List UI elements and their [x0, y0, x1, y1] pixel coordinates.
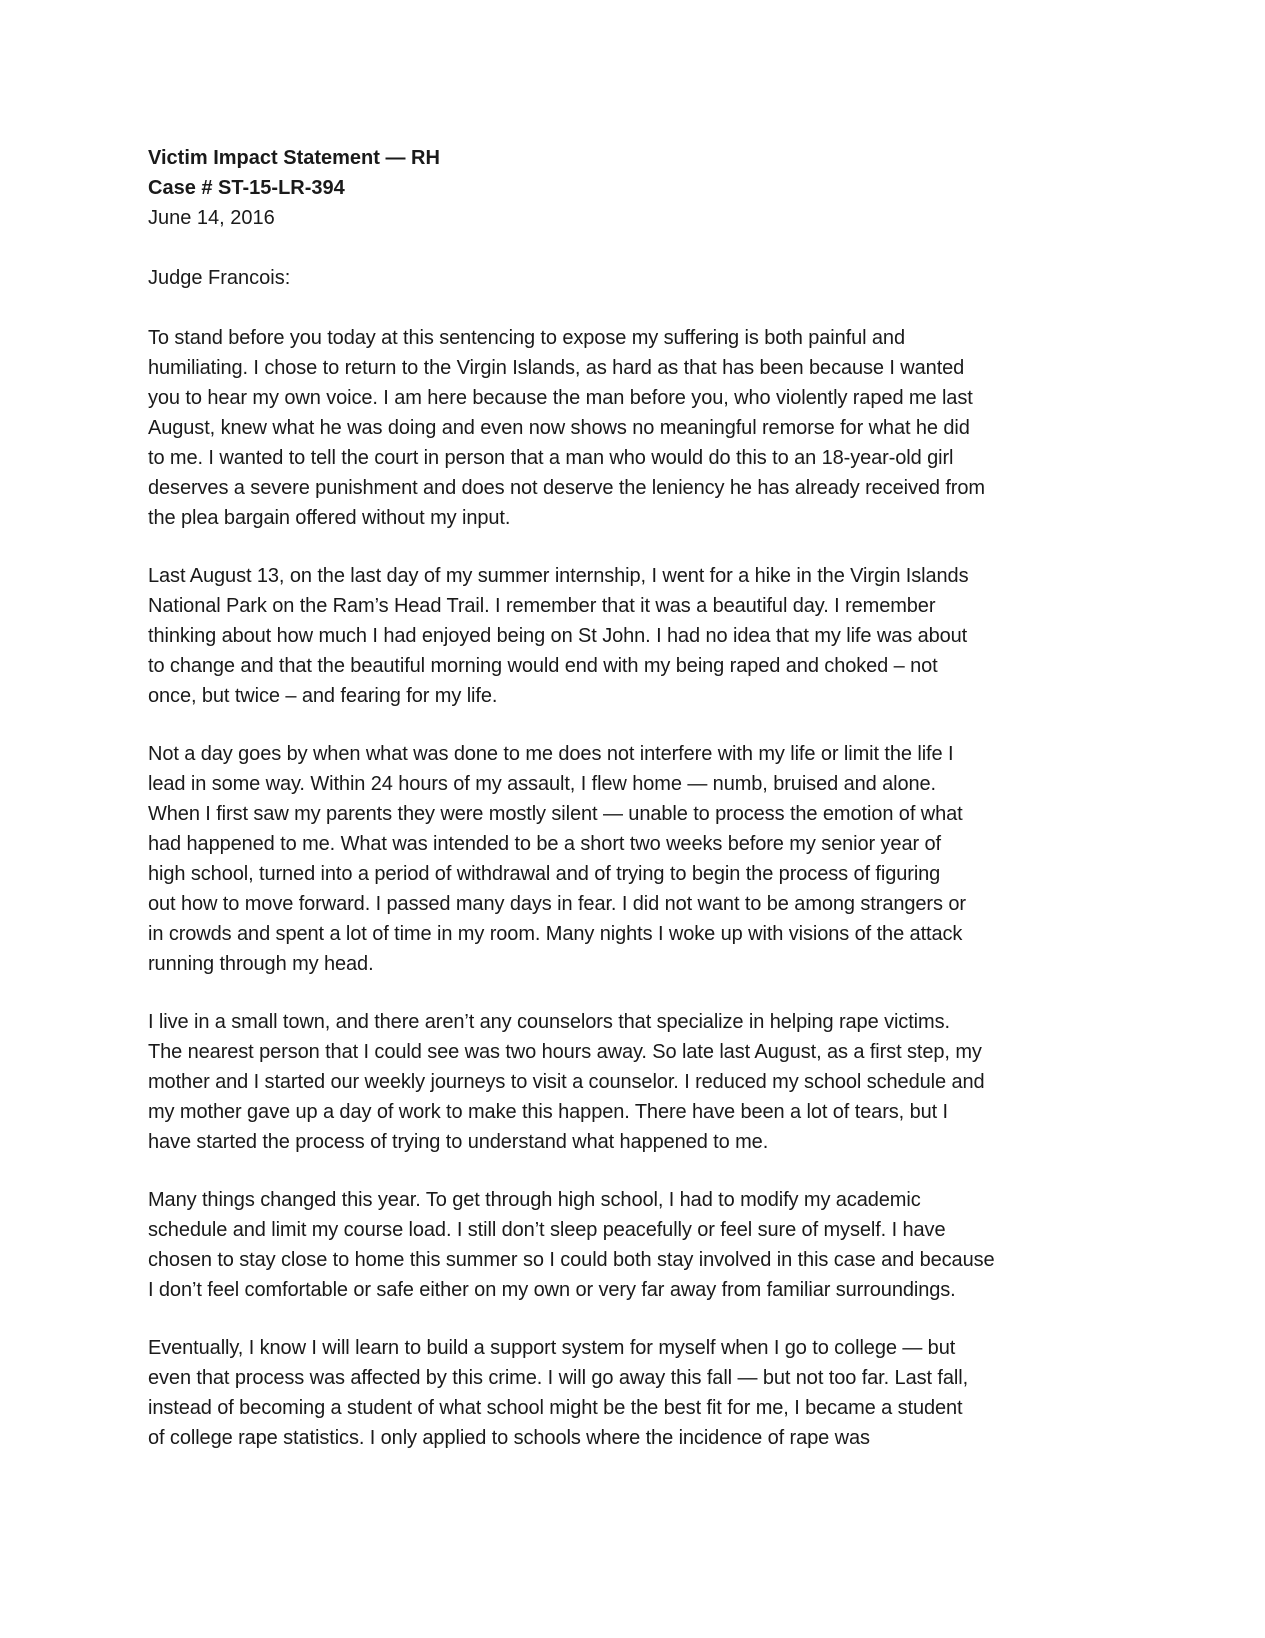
paragraph-line: even that process was affected by this crime. I will go away this fall — but not too far. Last fall, [148, 1367, 969, 1389]
paragraph-line: mother and I started our weekly journeys to visit a counselor. I reduced my school schedule and [148, 1071, 985, 1093]
statement-title: Victim Impact Statement — RH [148, 147, 440, 169]
paragraph-line: The nearest person that I could see was two hours away. So late last August, as a first step, my [148, 1041, 982, 1063]
paragraph-5 [148, 1185, 1098, 1305]
paragraph-line: thinking about how much I had enjoyed being on St John. I had no idea that my life was about [148, 625, 968, 647]
paragraph-line: deserves a severe punishment and does not deserve the leniency he has already received from [148, 477, 985, 499]
paragraph-line: to change and that the beautiful morning would end with my being raped and choked – not [148, 655, 938, 677]
paragraph-line: had happened to me. What was intended to be a short two weeks before my senior year of [148, 833, 941, 855]
paragraph-line: When I first saw my parents they were mostly silent — unable to process the emotion of what [148, 803, 963, 825]
paragraph-line: Not a day goes by when what was done to me does not interfere with my life or limit the life I [148, 743, 954, 765]
paragraph-line: humiliating. I chose to return to the Virgin Islands, as hard as that has been because I wanted [148, 357, 965, 379]
paragraph-line: running through my head. [148, 953, 374, 975]
paragraph-4 [148, 1007, 1098, 1157]
paragraph-line: out how to move forward. I passed many days in fear. I did not want to be among strangers or [148, 893, 966, 915]
paragraph-line: have started the process of trying to understand what happened to me. [148, 1131, 769, 1153]
paragraph-line: lead in some way. Within 24 hours of my assault, I flew home — numb, bruised and alone. [148, 773, 936, 795]
paragraph-line: in crowds and spent a lot of time in my room. Many nights I woke up with visions of the attack [148, 923, 963, 945]
paragraph-line: to me. I wanted to tell the court in person that a man who would do this to an 18-year-old girl [148, 447, 954, 469]
paragraph-line: August, knew what he was doing and even now shows no meaningful remorse for what he did [148, 417, 970, 439]
document-page [148, 143, 1098, 1453]
paragraph-line: I don’t feel comfortable or safe either on my own or very far away from familiar surroundings. [148, 1279, 956, 1301]
paragraph-1 [148, 323, 1098, 533]
paragraph-line: I live in a small town, and there aren’t any counselors that specialize in helping rape victims. [148, 1011, 950, 1033]
paragraph-line: the plea bargain offered without my input. [148, 507, 511, 529]
statement-date: June 14, 2016 [148, 207, 275, 229]
paragraph-6 [148, 1333, 1098, 1453]
paragraph-line: high school, turned into a period of withdrawal and of trying to begin the process of figuring [148, 863, 941, 885]
paragraph-line: of college rape statistics. I only applied to schools where the incidence of rape was [148, 1427, 870, 1449]
case-number: Case # ST-15-LR-394 [148, 177, 345, 199]
paragraph-line: Eventually, I know I will learn to build a support system for myself when I go to college — but [148, 1337, 956, 1359]
paragraph-line: schedule and limit my course load. I still don’t sleep peacefully or feel sure of myself. I have [148, 1219, 946, 1241]
paragraph-line: Last August 13, on the last day of my summer internship, I went for a hike in the Virgin Islands [148, 565, 969, 587]
paragraph-line: To stand before you today at this sentencing to expose my suffering is both painful and [148, 327, 905, 349]
paragraph-line: instead of becoming a student of what school might be the best fit for me, I became a student [148, 1397, 963, 1419]
paragraph-2 [148, 561, 1098, 711]
paragraph-line: Many things changed this year. To get through high school, I had to modify my academic [148, 1189, 921, 1211]
salutation: Judge Francois: [148, 267, 291, 289]
paragraph-line: once, but twice – and fearing for my life. [148, 685, 498, 707]
paragraph-3 [148, 739, 1098, 979]
paragraph-line: you to hear my own voice. I am here because the man before you, who violently raped me last [148, 387, 973, 409]
paragraph-line: chosen to stay close to home this summer so I could both stay involved in this case and because [148, 1249, 995, 1271]
paragraph-line: National Park on the Ram’s Head Trail. I remember that it was a beautiful day. I remember [148, 595, 936, 617]
paragraph-line: my mother gave up a day of work to make this happen. There have been a lot of tears, but I [148, 1101, 948, 1123]
